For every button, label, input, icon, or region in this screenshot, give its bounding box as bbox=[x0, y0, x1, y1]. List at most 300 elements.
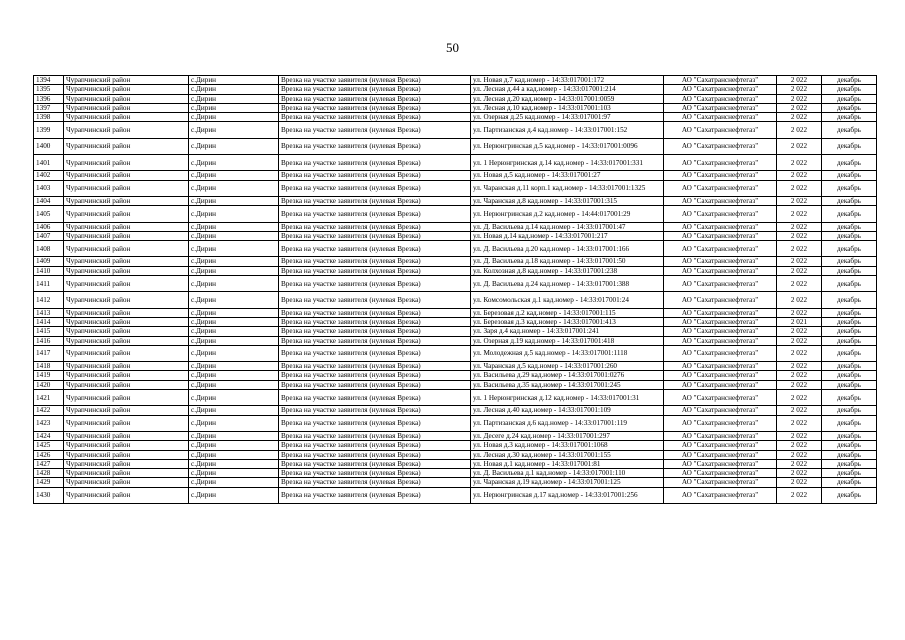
year-cell: 2 022 bbox=[777, 478, 822, 487]
row-number: 1417 bbox=[34, 345, 64, 361]
year-cell: 2 022 bbox=[777, 231, 822, 240]
village-cell: с.Дирин bbox=[189, 113, 279, 122]
year-cell: 2 022 bbox=[777, 292, 822, 308]
organization-cell: АО "Сахатранснефтегаз" bbox=[664, 171, 777, 180]
row-number: 1399 bbox=[34, 122, 64, 138]
table-row bbox=[34, 478, 877, 487]
month-cell: декабрь bbox=[822, 345, 877, 361]
address-cell: ул. Васильева д.35 кад.номер - 14:33:017001:245 bbox=[471, 380, 664, 389]
organization-cell: АО "Сахатранснефтегаз" bbox=[664, 415, 777, 431]
district-cell: Чурапчинский район bbox=[64, 406, 189, 415]
year-cell: 2 022 bbox=[777, 76, 822, 85]
row-number: 1409 bbox=[34, 257, 64, 266]
row-number: 1401 bbox=[34, 155, 64, 171]
month-cell: декабрь bbox=[822, 76, 877, 85]
row-number: 1413 bbox=[34, 308, 64, 317]
district-cell: Чурапчинский район bbox=[64, 257, 189, 266]
address-cell: ул. Нерюнгринская д.5 кад.номер - 14:33:017001:0096 bbox=[471, 138, 664, 154]
table-row bbox=[34, 266, 877, 275]
address-cell: ул. Д. Васильева д.18 кад.номер - 14:33:017001:50 bbox=[471, 257, 664, 266]
address-cell: ул. Новая д.3 кад.номер - 14:33:017001:1068 bbox=[471, 441, 664, 450]
village-cell: с.Дирин bbox=[189, 85, 279, 94]
village-cell: с.Дирин bbox=[189, 441, 279, 450]
address-cell: ул. Лесная д.20 кад.номер - 14:33:017001:0059 bbox=[471, 94, 664, 103]
address-cell: ул. Чаранская д.19 кад.номер - 14:33:017001:125 bbox=[471, 478, 664, 487]
year-cell: 2 022 bbox=[777, 155, 822, 171]
organization-cell: АО "Сахатранснефтегаз" bbox=[664, 450, 777, 459]
table-row bbox=[34, 317, 877, 326]
row-number: 1408 bbox=[34, 241, 64, 257]
month-cell: декабрь bbox=[822, 155, 877, 171]
village-cell: с.Дирин bbox=[189, 171, 279, 180]
month-cell: декабрь bbox=[822, 390, 877, 406]
table-row bbox=[34, 155, 877, 171]
table-row bbox=[34, 380, 877, 389]
year-cell: 2 022 bbox=[777, 450, 822, 459]
village-cell: с.Дирин bbox=[189, 327, 279, 336]
work-type-cell: Врезка на участке заявителя (нулевая Врезка) bbox=[279, 415, 471, 431]
table-row bbox=[34, 196, 877, 205]
row-number: 1418 bbox=[34, 362, 64, 371]
table-row bbox=[34, 292, 877, 308]
table-row bbox=[34, 406, 877, 415]
district-cell: Чурапчинский район bbox=[64, 336, 189, 345]
address-cell: ул. Чаранская д.8 кад.номер - 14:33:017001:315 bbox=[471, 196, 664, 205]
work-type-cell: Врезка на участке заявителя (нулевая Врезка) bbox=[279, 257, 471, 266]
village-cell: с.Дирин bbox=[189, 371, 279, 380]
row-number: 1414 bbox=[34, 317, 64, 326]
row-number: 1430 bbox=[34, 487, 64, 503]
row-number: 1416 bbox=[34, 336, 64, 345]
organization-cell: АО "Сахатранснефтегаз" bbox=[664, 113, 777, 122]
year-cell: 2 022 bbox=[777, 345, 822, 361]
organization-cell: АО "Сахатранснефтегаз" bbox=[664, 431, 777, 440]
month-cell: декабрь bbox=[822, 478, 877, 487]
month-cell: декабрь bbox=[822, 171, 877, 180]
month-cell: декабрь bbox=[822, 180, 877, 196]
work-type-cell: Врезка на участке заявителя (нулевая Врезка) bbox=[279, 345, 471, 361]
address-cell: ул. Заря д.4 кад.номер - 14:33:017001:241 bbox=[471, 327, 664, 336]
village-cell: с.Дирин bbox=[189, 155, 279, 171]
village-cell: с.Дирин bbox=[189, 469, 279, 478]
row-number: 1396 bbox=[34, 94, 64, 103]
row-number: 1420 bbox=[34, 380, 64, 389]
year-cell: 2 022 bbox=[777, 336, 822, 345]
table-row bbox=[34, 76, 877, 85]
village-cell: с.Дирин bbox=[189, 380, 279, 389]
table-row bbox=[34, 241, 877, 257]
organization-cell: АО "Сахатранснефтегаз" bbox=[664, 103, 777, 112]
village-cell: с.Дирин bbox=[189, 76, 279, 85]
address-cell: ул. Березовая д.2 кад.номер - 14:33:017001:115 bbox=[471, 308, 664, 317]
month-cell: декабрь bbox=[822, 336, 877, 345]
table-row bbox=[34, 257, 877, 266]
month-cell: декабрь bbox=[822, 113, 877, 122]
row-number: 1405 bbox=[34, 206, 64, 222]
work-type-cell: Врезка на участке заявителя (нулевая Врезка) bbox=[279, 171, 471, 180]
year-cell: 2 022 bbox=[777, 196, 822, 205]
work-type-cell: Врезка на участке заявителя (нулевая Врезка) bbox=[279, 94, 471, 103]
table-row bbox=[34, 459, 877, 468]
district-cell: Чурапчинский район bbox=[64, 155, 189, 171]
month-cell: декабрь bbox=[822, 122, 877, 138]
village-cell: с.Дирин bbox=[189, 180, 279, 196]
work-type-cell: Врезка на участке заявителя (нулевая Врезка) bbox=[279, 487, 471, 503]
address-cell: ул. Березовая д.3 кад.номер - 14:33:017001:413 bbox=[471, 317, 664, 326]
organization-cell: АО "Сахатранснефтегаз" bbox=[664, 241, 777, 257]
district-cell: Чурапчинский район bbox=[64, 85, 189, 94]
month-cell: декабрь bbox=[822, 138, 877, 154]
village-cell: с.Дирин bbox=[189, 103, 279, 112]
year-cell: 2 022 bbox=[777, 180, 822, 196]
work-type-cell: Врезка на участке заявителя (нулевая Врезка) bbox=[279, 138, 471, 154]
address-cell: ул. Десеге д.24 кад.номер - 14:33:017001:297 bbox=[471, 431, 664, 440]
organization-cell: АО "Сахатранснефтегаз" bbox=[664, 362, 777, 371]
year-cell: 2 022 bbox=[777, 138, 822, 154]
month-cell: декабрь bbox=[822, 431, 877, 440]
table-row bbox=[34, 327, 877, 336]
organization-cell: АО "Сахатранснефтегаз" bbox=[664, 327, 777, 336]
district-cell: Чурапчинский район bbox=[64, 231, 189, 240]
organization-cell: АО "Сахатранснефтегаз" bbox=[664, 371, 777, 380]
address-cell: ул. Молодежная д.5 кад.номер - 14:33:017001:1118 bbox=[471, 345, 664, 361]
row-number: 1415 bbox=[34, 327, 64, 336]
year-cell: 2 022 bbox=[777, 113, 822, 122]
address-cell: ул. Нерюнгринская д.17 кад.номер - 14:33:017001:256 bbox=[471, 487, 664, 503]
month-cell: декабрь bbox=[822, 362, 877, 371]
district-cell: Чурапчинский район bbox=[64, 206, 189, 222]
organization-cell: АО "Сахатранснефтегаз" bbox=[664, 122, 777, 138]
address-cell: ул. Васильева д.29 кад.номер - 14:33:017001:0276 bbox=[471, 371, 664, 380]
table-row bbox=[34, 431, 877, 440]
table-row bbox=[34, 450, 877, 459]
row-number: 1427 bbox=[34, 459, 64, 468]
year-cell: 2 022 bbox=[777, 122, 822, 138]
year-cell: 2 022 bbox=[777, 266, 822, 275]
table-row bbox=[34, 94, 877, 103]
row-number: 1428 bbox=[34, 469, 64, 478]
district-cell: Чурапчинский район bbox=[64, 266, 189, 275]
village-cell: с.Дирин bbox=[189, 266, 279, 275]
work-type-cell: Врезка на участке заявителя (нулевая Врезка) bbox=[279, 459, 471, 468]
address-cell: ул. Озерная д.19 кад.номер - 14:33:017001:418 bbox=[471, 336, 664, 345]
district-cell: Чурапчинский район bbox=[64, 380, 189, 389]
village-cell: с.Дирин bbox=[189, 276, 279, 292]
village-cell: с.Дирин bbox=[189, 206, 279, 222]
year-cell: 2 022 bbox=[777, 390, 822, 406]
year-cell: 2 022 bbox=[777, 276, 822, 292]
district-cell: Чурапчинский район bbox=[64, 241, 189, 257]
organization-cell: АО "Сахатранснефтегаз" bbox=[664, 155, 777, 171]
district-cell: Чурапчинский район bbox=[64, 459, 189, 468]
organization-cell: АО "Сахатранснефтегаз" bbox=[664, 292, 777, 308]
table-row bbox=[34, 390, 877, 406]
table-row bbox=[34, 180, 877, 196]
table-row bbox=[34, 85, 877, 94]
year-cell: 2 022 bbox=[777, 171, 822, 180]
district-cell: Чурапчинский район bbox=[64, 171, 189, 180]
month-cell: декабрь bbox=[822, 292, 877, 308]
organization-cell: АО "Сахатранснефтегаз" bbox=[664, 459, 777, 468]
work-type-cell: Врезка на участке заявителя (нулевая Врезка) bbox=[279, 380, 471, 389]
row-number: 1419 bbox=[34, 371, 64, 380]
year-cell: 2 022 bbox=[777, 327, 822, 336]
row-number: 1423 bbox=[34, 415, 64, 431]
village-cell: с.Дирин bbox=[189, 122, 279, 138]
village-cell: с.Дирин bbox=[189, 231, 279, 240]
work-type-cell: Врезка на участке заявителя (нулевая Врезка) bbox=[279, 266, 471, 275]
year-cell: 2 022 bbox=[777, 241, 822, 257]
district-cell: Чурапчинский район bbox=[64, 390, 189, 406]
work-type-cell: Врезка на участке заявителя (нулевая Врезка) bbox=[279, 85, 471, 94]
row-number: 1400 bbox=[34, 138, 64, 154]
organization-cell: АО "Сахатранснефтегаз" bbox=[664, 317, 777, 326]
table-row bbox=[34, 415, 877, 431]
table-row bbox=[34, 487, 877, 503]
work-type-cell: Врезка на участке заявителя (нулевая Врезка) bbox=[279, 180, 471, 196]
work-type-cell: Врезка на участке заявителя (нулевая Врезка) bbox=[279, 431, 471, 440]
month-cell: декабрь bbox=[822, 231, 877, 240]
month-cell: декабрь bbox=[822, 469, 877, 478]
district-cell: Чурапчинский район bbox=[64, 441, 189, 450]
month-cell: декабрь bbox=[822, 94, 877, 103]
row-number: 1425 bbox=[34, 441, 64, 450]
district-cell: Чурапчинский район bbox=[64, 327, 189, 336]
year-cell: 2 022 bbox=[777, 103, 822, 112]
row-number: 1422 bbox=[34, 406, 64, 415]
work-type-cell: Врезка на участке заявителя (нулевая Врезка) bbox=[279, 390, 471, 406]
work-type-cell: Врезка на участке заявителя (нулевая Врезка) bbox=[279, 196, 471, 205]
page-number: 50 bbox=[446, 40, 459, 55]
table-row bbox=[34, 231, 877, 240]
village-cell: с.Дирин bbox=[189, 406, 279, 415]
month-cell: декабрь bbox=[822, 241, 877, 257]
table-row bbox=[34, 345, 877, 361]
organization-cell: АО "Сахатранснефтегаз" bbox=[664, 390, 777, 406]
district-cell: Чурапчинский район bbox=[64, 122, 189, 138]
village-cell: с.Дирин bbox=[189, 415, 279, 431]
row-number: 1395 bbox=[34, 85, 64, 94]
work-type-cell: Врезка на участке заявителя (нулевая Врезка) bbox=[279, 362, 471, 371]
address-cell: ул. Новая д.7 кад.номер - 14:33:017001:172 bbox=[471, 76, 664, 85]
district-cell: Чурапчинский район bbox=[64, 450, 189, 459]
organization-cell: АО "Сахатранснефтегаз" bbox=[664, 345, 777, 361]
village-cell: с.Дирин bbox=[189, 138, 279, 154]
village-cell: с.Дирин bbox=[189, 292, 279, 308]
district-cell: Чурапчинский район bbox=[64, 308, 189, 317]
village-cell: с.Дирин bbox=[189, 450, 279, 459]
district-cell: Чурапчинский район bbox=[64, 76, 189, 85]
year-cell: 2 022 bbox=[777, 206, 822, 222]
table-row bbox=[34, 222, 877, 231]
organization-cell: АО "Сахатранснефтегаз" bbox=[664, 469, 777, 478]
organization-cell: АО "Сахатранснефтегаз" bbox=[664, 478, 777, 487]
address-cell: ул. 1 Нерюнгринская д.12 кад.номер - 14:33:017001:31 bbox=[471, 390, 664, 406]
village-cell: с.Дирин bbox=[189, 222, 279, 231]
district-cell: Чурапчинский район bbox=[64, 196, 189, 205]
address-cell: ул. Чаранская д.5 кад.номер - 14:33:017001:260 bbox=[471, 362, 664, 371]
village-cell: с.Дирин bbox=[189, 196, 279, 205]
row-number: 1429 bbox=[34, 478, 64, 487]
address-cell: ул. Новая д.1 кад.номер - 14:33:017001:81 bbox=[471, 459, 664, 468]
row-number: 1411 bbox=[34, 276, 64, 292]
row-number: 1412 bbox=[34, 292, 64, 308]
year-cell: 2 022 bbox=[777, 222, 822, 231]
month-cell: декабрь bbox=[822, 85, 877, 94]
month-cell: декабрь bbox=[822, 222, 877, 231]
year-cell: 2 022 bbox=[777, 441, 822, 450]
year-cell: 2 022 bbox=[777, 362, 822, 371]
month-cell: декабрь bbox=[822, 459, 877, 468]
village-cell: с.Дирин bbox=[189, 336, 279, 345]
table-row bbox=[34, 308, 877, 317]
row-number: 1407 bbox=[34, 231, 64, 240]
month-cell: декабрь bbox=[822, 371, 877, 380]
address-cell: ул. Колхозная д.8 кад.номер - 14:33:017001:238 bbox=[471, 266, 664, 275]
table-row bbox=[34, 138, 877, 154]
month-cell: декабрь bbox=[822, 257, 877, 266]
district-cell: Чурапчинский район bbox=[64, 469, 189, 478]
work-type-cell: Врезка на участке заявителя (нулевая Врезка) bbox=[279, 76, 471, 85]
organization-cell: АО "Сахатранснефтегаз" bbox=[664, 76, 777, 85]
district-cell: Чурапчинский район bbox=[64, 362, 189, 371]
village-cell: с.Дирин bbox=[189, 390, 279, 406]
district-cell: Чурапчинский район bbox=[64, 345, 189, 361]
work-type-cell: Врезка на участке заявителя (нулевая Врезка) bbox=[279, 336, 471, 345]
year-cell: 2 022 bbox=[777, 415, 822, 431]
work-type-cell: Врезка на участке заявителя (нулевая Врезка) bbox=[279, 292, 471, 308]
month-cell: декабрь bbox=[822, 103, 877, 112]
year-cell: 2 022 bbox=[777, 431, 822, 440]
organization-cell: АО "Сахатранснефтегаз" bbox=[664, 406, 777, 415]
organization-cell: АО "Сахатранснефтегаз" bbox=[664, 380, 777, 389]
year-cell: 2 022 bbox=[777, 371, 822, 380]
work-type-cell: Врезка на участке заявителя (нулевая Врезка) bbox=[279, 113, 471, 122]
address-cell: ул. Лесная д.10 кад.номер - 14:33:017001:103 bbox=[471, 103, 664, 112]
table-row bbox=[34, 336, 877, 345]
row-number: 1410 bbox=[34, 266, 64, 275]
district-cell: Чурапчинский район bbox=[64, 103, 189, 112]
organization-cell: АО "Сахатранснефтегаз" bbox=[664, 206, 777, 222]
year-cell: 2 022 bbox=[777, 459, 822, 468]
village-cell: с.Дирин bbox=[189, 94, 279, 103]
month-cell: декабрь bbox=[822, 441, 877, 450]
row-number: 1397 bbox=[34, 103, 64, 112]
address-cell: ул. Комсомольская д.1 кад.номер - 14:33:017001:24 bbox=[471, 292, 664, 308]
organization-cell: АО "Сахатранснефтегаз" bbox=[664, 336, 777, 345]
month-cell: декабрь bbox=[822, 308, 877, 317]
address-cell: ул. Партизанская д.4 кад.номер - 14:33:017001:152 bbox=[471, 122, 664, 138]
organization-cell: АО "Сахатранснефтегаз" bbox=[664, 276, 777, 292]
row-number: 1403 bbox=[34, 180, 64, 196]
year-cell: 2 022 bbox=[777, 308, 822, 317]
row-number: 1404 bbox=[34, 196, 64, 205]
gasification-register-table bbox=[33, 75, 877, 504]
work-type-cell: Врезка на участке заявителя (нулевая Врезка) bbox=[279, 222, 471, 231]
row-number: 1426 bbox=[34, 450, 64, 459]
address-cell: ул. Д. Васильева д.20 кад.номер - 14:33:017001:166 bbox=[471, 241, 664, 257]
district-cell: Чурапчинский район bbox=[64, 292, 189, 308]
organization-cell: АО "Сахатранснефтегаз" bbox=[664, 257, 777, 266]
row-number: 1406 bbox=[34, 222, 64, 231]
table-row bbox=[34, 276, 877, 292]
village-cell: с.Дирин bbox=[189, 459, 279, 468]
address-cell: ул. Новая д.5 кад.номер - 14:33:017001:27 bbox=[471, 171, 664, 180]
work-type-cell: Врезка на участке заявителя (нулевая Врезка) bbox=[279, 241, 471, 257]
district-cell: Чурапчинский район bbox=[64, 222, 189, 231]
table-row bbox=[34, 171, 877, 180]
month-cell: декабрь bbox=[822, 317, 877, 326]
month-cell: декабрь bbox=[822, 266, 877, 275]
month-cell: декабрь bbox=[822, 196, 877, 205]
table-row bbox=[34, 362, 877, 371]
year-cell: 2 022 bbox=[777, 94, 822, 103]
month-cell: декабрь bbox=[822, 206, 877, 222]
address-cell: ул. Озерная д.25 кад.номер - 14:33:017001:97 bbox=[471, 113, 664, 122]
district-cell: Чурапчинский район bbox=[64, 478, 189, 487]
year-cell: 2 021 bbox=[777, 317, 822, 326]
district-cell: Чурапчинский район bbox=[64, 415, 189, 431]
year-cell: 2 022 bbox=[777, 469, 822, 478]
work-type-cell: Врезка на участке заявителя (нулевая Врезка) bbox=[279, 317, 471, 326]
work-type-cell: Врезка на участке заявителя (нулевая Врезка) bbox=[279, 441, 471, 450]
village-cell: с.Дирин bbox=[189, 487, 279, 503]
month-cell: декабрь bbox=[822, 406, 877, 415]
district-cell: Чурапчинский район bbox=[64, 431, 189, 440]
work-type-cell: Врезка на участке заявителя (нулевая Врезка) bbox=[279, 308, 471, 317]
work-type-cell: Врезка на участке заявителя (нулевая Врезка) bbox=[279, 450, 471, 459]
address-cell: ул. Д. Васильева д.1 кад.номер - 14:33:017001:110 bbox=[471, 469, 664, 478]
district-cell: Чурапчинский район bbox=[64, 371, 189, 380]
work-type-cell: Врезка на участке заявителя (нулевая Врезка) bbox=[279, 231, 471, 240]
address-cell: ул. Д. Васильева д.24 кад.номер - 14:33:017001:388 bbox=[471, 276, 664, 292]
table-row bbox=[34, 441, 877, 450]
table-row bbox=[34, 371, 877, 380]
table-body bbox=[34, 76, 877, 504]
work-type-cell: Врезка на участке заявителя (нулевая Врезка) bbox=[279, 155, 471, 171]
work-type-cell: Врезка на участке заявителя (нулевая Врезка) bbox=[279, 122, 471, 138]
organization-cell: АО "Сахатранснефтегаз" bbox=[664, 180, 777, 196]
work-type-cell: Врезка на участке заявителя (нулевая Врезка) bbox=[279, 469, 471, 478]
work-type-cell: Врезка на участке заявителя (нулевая Врезка) bbox=[279, 206, 471, 222]
year-cell: 2 022 bbox=[777, 487, 822, 503]
organization-cell: АО "Сахатранснефтегаз" bbox=[664, 266, 777, 275]
district-cell: Чурапчинский район bbox=[64, 113, 189, 122]
year-cell: 2 022 bbox=[777, 406, 822, 415]
organization-cell: АО "Сахатранснефтегаз" bbox=[664, 138, 777, 154]
table-row bbox=[34, 122, 877, 138]
month-cell: декабрь bbox=[822, 415, 877, 431]
work-type-cell: Врезка на участке заявителя (нулевая Врезка) bbox=[279, 276, 471, 292]
work-type-cell: Врезка на участке заявителя (нулевая Врезка) bbox=[279, 406, 471, 415]
address-cell: ул. Партизанская д.6 кад.номер - 14:33:017001:119 bbox=[471, 415, 664, 431]
row-number: 1421 bbox=[34, 390, 64, 406]
work-type-cell: Врезка на участке заявителя (нулевая Врезка) bbox=[279, 478, 471, 487]
year-cell: 2 022 bbox=[777, 85, 822, 94]
district-cell: Чурапчинский район bbox=[64, 138, 189, 154]
table-row bbox=[34, 113, 877, 122]
year-cell: 2 022 bbox=[777, 257, 822, 266]
village-cell: с.Дирин bbox=[189, 478, 279, 487]
address-cell: ул. Новая д.14 кад.номер - 14:33:017001:217 bbox=[471, 231, 664, 240]
district-cell: Чурапчинский район bbox=[64, 317, 189, 326]
village-cell: с.Дирин bbox=[189, 257, 279, 266]
organization-cell: АО "Сахатранснефтегаз" bbox=[664, 85, 777, 94]
month-cell: декабрь bbox=[822, 380, 877, 389]
address-cell: ул. Лесная д.30 кад.номер - 14:33:017001:155 bbox=[471, 450, 664, 459]
organization-cell: АО "Сахатранснефтегаз" bbox=[664, 308, 777, 317]
table-row bbox=[34, 206, 877, 222]
